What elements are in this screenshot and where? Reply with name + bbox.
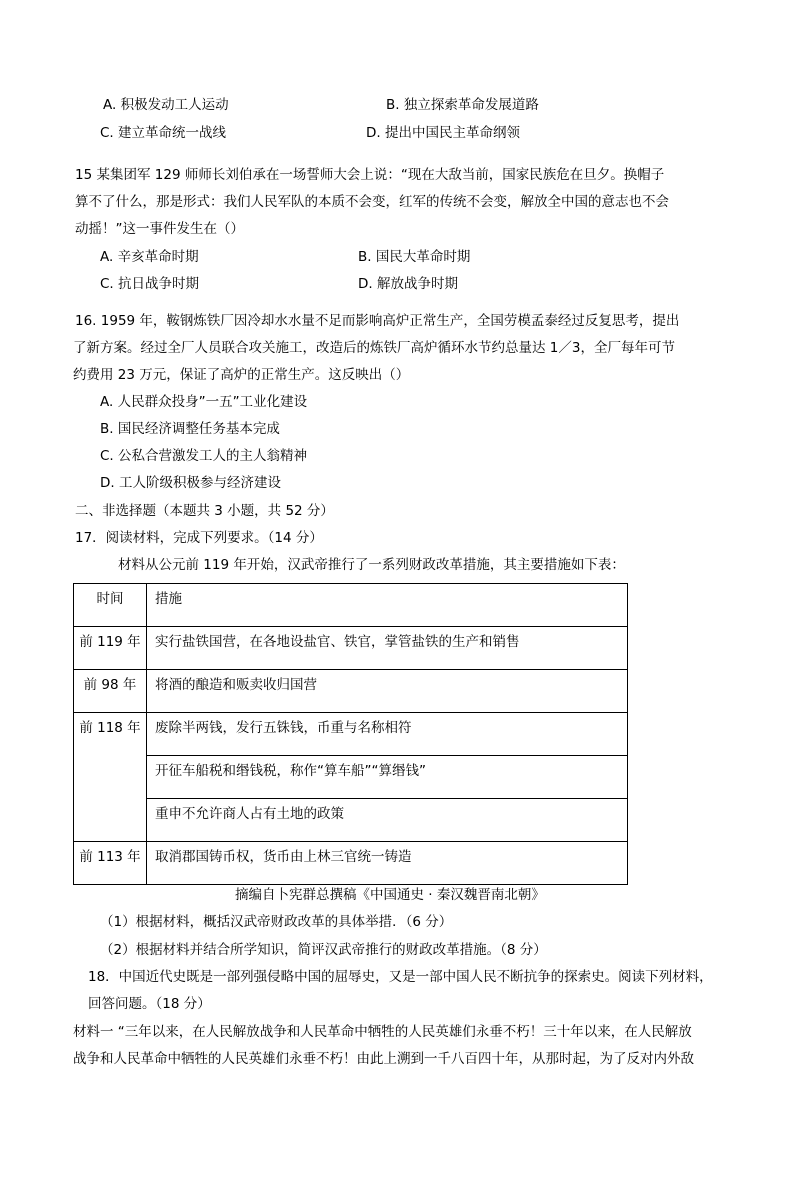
row-time: 前 98 年	[74, 670, 147, 713]
row-measure: 废除半两钱，发行五铢钱，币重与名称相符	[147, 713, 628, 756]
table-source: 摘编自卜宪群总撰稿《中国通史 · 秦汉魏晋南北朝》	[235, 887, 545, 903]
table-row	[74, 842, 628, 885]
q16-option-c: C. 公私合营激发工人的主人翁精神	[100, 448, 308, 464]
q18-material1-line1: 材料一 “三年以来，在人民解放战争和人民革命中牺牲的人民英雄们永垂不朽！三十年以来，在人民解放	[73, 1024, 692, 1040]
q16-stem-line2: 了新方案。经过全厂人员联合攻关施工，改造后的炼铁厂高炉循环水节约总量达 1／3，全厂每年可节	[73, 340, 675, 356]
q15-stem-line3: 动摇！”这一事件发生在（）	[75, 221, 244, 237]
q18-stem-line1: 18．中国近代史既是一部列强侵略中国的屈辱史，又是一部中国人民不断抗争的探索史。阅读下列材料，	[88, 969, 713, 985]
row-time: 前 118 年	[74, 713, 147, 842]
q15-option-b: B. 国民大革命时期	[358, 249, 471, 265]
row-measure: 实行盐铁国营，在各地设盐官、铁官，掌管盐铁的生产和销售	[147, 627, 628, 670]
q16-stem-line3: 约费用 23 万元，保证了高炉的正常生产。这反映出（）	[73, 367, 410, 383]
q15-option-c: C. 抗日战争时期	[100, 276, 200, 292]
header-time: 时间	[74, 584, 147, 627]
q18-stem-line2: 回答问题。（18 分）	[88, 996, 211, 1012]
q14-option-d: D. 提出中国民主革命纲领	[366, 125, 520, 141]
row-time: 前 119 年	[74, 627, 147, 670]
q15-stem-line1: 15 某集团军 129 师师长刘伯承在一场誓师大会上说：“现在大敌当前，国家民族危在旦夕。换帽子	[75, 167, 665, 183]
q14-option-c: C. 建立革命统一战线	[100, 125, 227, 141]
reform-table	[73, 583, 628, 885]
q14-option-a: A. 积极发动工人运动	[103, 97, 229, 113]
row-measure: 将酒的酿造和贩卖收归国营	[147, 670, 628, 713]
row-measure: 取消郡国铸币权，货币由上林三官统一铸造	[147, 842, 628, 885]
table-row	[74, 799, 628, 842]
q17-material-intro: 材料从公元前 119 年开始，汉武帝推行了一系列财政改革措施，其主要措施如下表：	[118, 557, 625, 573]
table-row	[74, 670, 628, 713]
row-time: 前 113 年	[74, 842, 147, 885]
q17-sub1: （1）根据材料，概括汉武帝财政改革的具体举措．（6 分）	[100, 914, 453, 930]
table-row	[74, 756, 628, 799]
table-header-row	[74, 584, 628, 627]
q17-sub2: （2）根据材料并结合所学知识，简评汉武帝推行的财政改革措施。（8 分）	[100, 942, 547, 958]
table-row	[74, 713, 628, 756]
header-measure: 措施	[147, 584, 628, 627]
q15-option-d: D. 解放战争时期	[358, 276, 458, 292]
q15-option-a: A. 辛亥革命时期	[100, 249, 199, 265]
q16-option-a: A. 人民群众投身”一五”工业化建设	[100, 394, 308, 410]
row-measure: 重申不允许商人占有土地的政策	[147, 799, 628, 842]
q18-material1-line2: 战争和人民革命中牺牲的人民英雄们永垂不朽！由此上溯到一千八百四十年，从那时起，为了反对内外敌	[73, 1051, 694, 1067]
q16-option-d: D. 工人阶级积极参与经济建设	[100, 475, 281, 491]
row-measure: 开征车船税和缗钱税，称作“算车船”“算缗钱”	[147, 756, 628, 799]
section-heading: 二、非选择题（本题共 3 小题，共 52 分）	[75, 503, 334, 519]
q17-title: 17．阅读材料，完成下列要求。（14 分）	[75, 530, 323, 546]
q16-option-b: B. 国民经济调整任务基本完成	[100, 421, 280, 437]
q14-option-b: B. 独立探索革命发展道路	[386, 97, 539, 113]
table-row	[74, 627, 628, 670]
q16-stem-line1: 16. 1959 年，鞍钢炼铁厂因冷却水水量不足而影响高炉正常生产，全国劳模孟泰经过反复思考，提出	[75, 313, 680, 329]
q15-stem-line2: 算不了什么，那是形式：我们人民军队的本质不会变，红军的传统不会变，解放全中国的意志也不会	[75, 194, 669, 210]
